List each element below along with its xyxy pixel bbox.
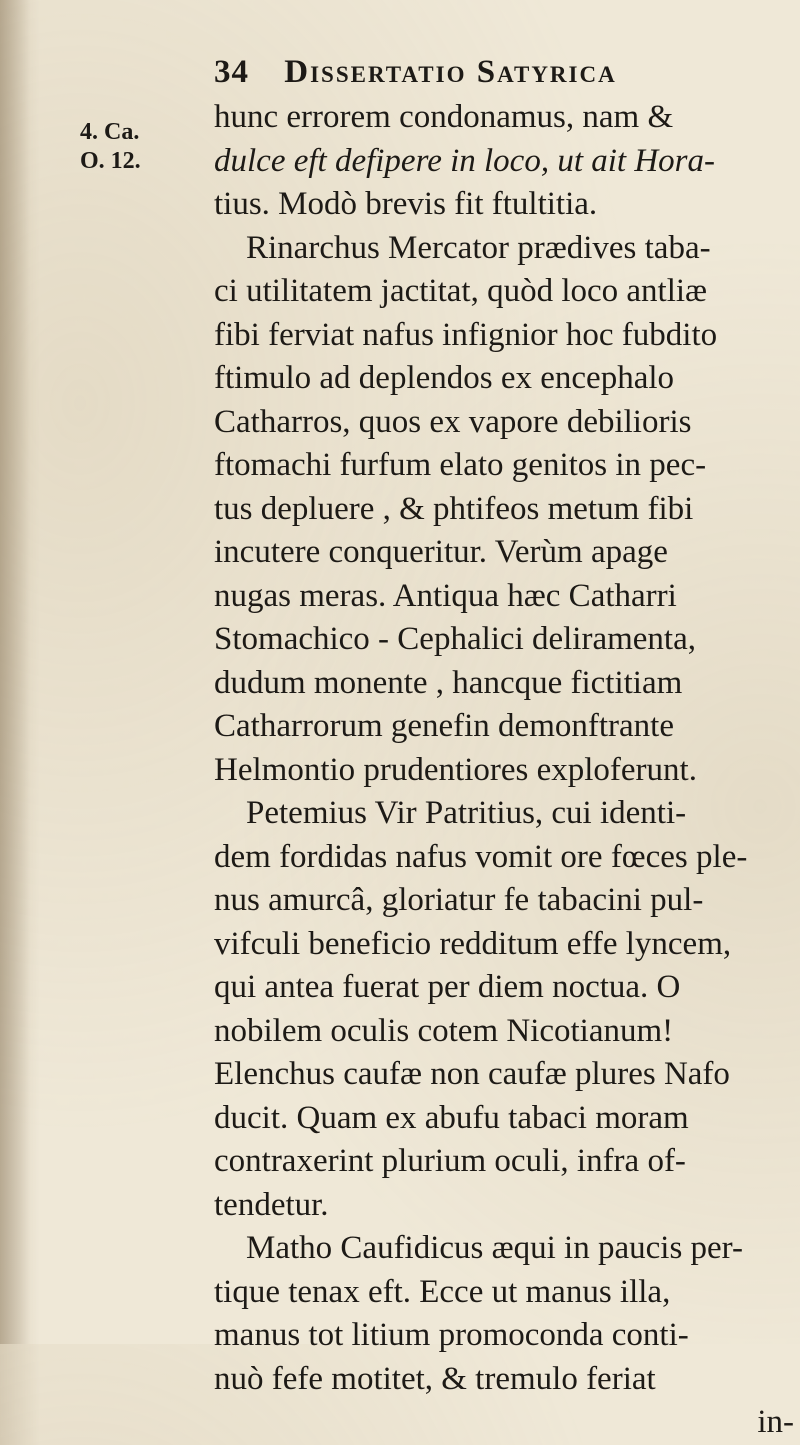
text-line: Helmontio prudentiores exploferunt. — [214, 751, 697, 788]
text-line: Petemius Vir Patritius, cui identi- — [246, 795, 687, 831]
text-line: incutere conqueritur. Verùm apage — [214, 534, 668, 570]
text-line: tendetur. — [214, 1186, 329, 1223]
running-header — [214, 54, 774, 91]
text-line: tius. Modò brevis fit ftultitia. — [214, 186, 598, 222]
text-line: qui antea fuerat per diem noctua. O — [214, 969, 681, 1005]
text-line: tus depluere , & phtifeos metum fibi — [214, 490, 694, 527]
text-line: hunc errorem condonamus, nam & — [214, 99, 674, 135]
text-line: contraxerint plurium oculi, infra of- — [214, 1143, 686, 1179]
text-line: nugas meras. Antiqua hæc Catharri — [214, 577, 677, 614]
margin-note-line: 4. Ca. — [80, 119, 140, 145]
text-line: ftomachi furfum elato genitos in pec- — [214, 447, 707, 483]
text-line: tique tenax eft. Ecce ut manus illa, — [214, 1273, 671, 1310]
text-line: fibi ferviat nafus infignior hoc fubdito — [214, 316, 718, 353]
text-line: Stomachico - Cephalici deliramenta, — [214, 621, 696, 657]
text-line: Catharros, quos ex vapore debilioris — [214, 403, 692, 440]
catchword: in- — [757, 1404, 794, 1440]
text-line: dulce eft defipere in loco, ut ait Hora- — [214, 142, 715, 179]
text-line: vifculi beneficio redditum effe lyncem, — [214, 925, 732, 962]
text-line: nuò fefe motitet, & tremulo feriat — [214, 1360, 656, 1397]
text-line: manus tot litium promoconda conti- — [214, 1317, 689, 1353]
body-text — [214, 96, 794, 1445]
text-line: ducit. Quam ex abufu tabaci moram — [214, 1099, 689, 1136]
page-number: 34 — [214, 54, 249, 90]
text-line: dem fordidas nafus vomit ore fœces ple- — [214, 838, 748, 875]
text-line: Catharrorum genefin demonftrante — [214, 708, 674, 744]
text-line: nus amurcâ, gloriatur fe tabacini pul- — [214, 882, 704, 918]
running-title: Dissertatio Satyrica — [284, 54, 617, 90]
text-line: ftimulo ad deplendos ex encephalo — [214, 360, 675, 396]
text-line: Elenchus caufæ non caufæ plures Nafo — [214, 1056, 730, 1092]
text-line: ci utilitatem jactitat, quòd loco antliæ — [214, 273, 708, 309]
page-edge-shadow — [0, 0, 30, 1344]
margin-note-line: O. 12. — [80, 148, 141, 174]
text-line: dudum monente , hancque fictitiam — [214, 664, 683, 701]
text-line: nobilem oculis cotem Nicotianum! — [214, 1012, 674, 1049]
text-line: Rinarchus Mercator prædives taba- — [246, 229, 711, 266]
text-line: Matho Caufidicus æqui in paucis per- — [246, 1230, 743, 1266]
margin-note — [80, 118, 150, 176]
